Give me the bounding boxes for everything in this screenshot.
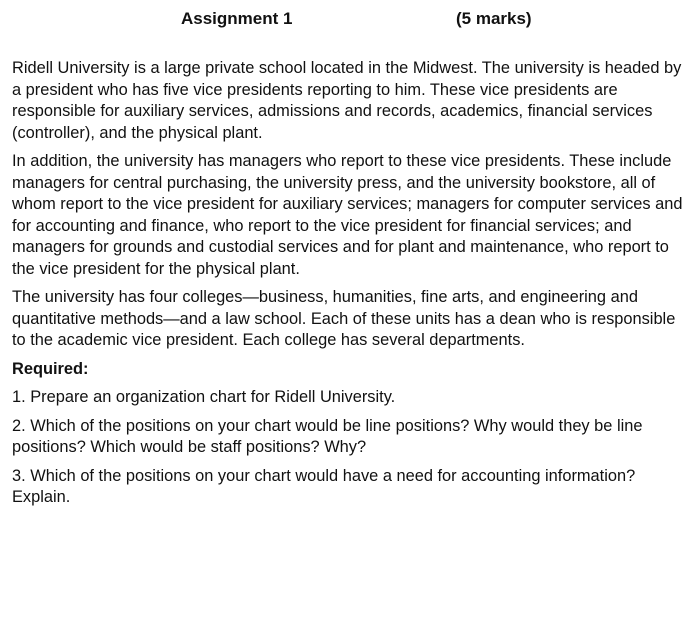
question-3: 3. Which of the positions on your chart would have a need for accounting information? Explain. (12, 466, 636, 506)
paragraph-managers: In addition, the university has managers who report to these vice presidents. These include managers for central purchasing, the university press, and the university bookstore, all of whom report to the vice president for auxiliary services; managers for computer services and for accounting and finance, who report to the vice president for financial services; and managers for grounds and custodial services and for plant and maintenance, who report to the vice president for the physical plant. (12, 152, 683, 278)
question-1: 1. Prepare an organization chart for Ridell University. (12, 388, 396, 406)
required-heading: Required: (12, 359, 89, 378)
assignment-title: Assignment 1 (181, 9, 293, 28)
paragraph-colleges: The university has four colleges—business, humanities, fine arts, and engineering and quantitative methods—and a law school. Each of these units has a dean who is responsible to the academic vice president. Each college has several departments. (12, 288, 676, 349)
assignment-header (0, 8, 700, 30)
question-2: 2. Which of the positions on your chart would be line positions? Why would they be line positions? Which would be staff positions? Why? (12, 416, 643, 456)
paragraph-intro: Ridell University is a large private school located in the Midwest. The university is headed by a president who has five vice presidents reporting to him. These vice presidents are responsible for auxiliary services, admissions and records, academics, financial services (controller), and the physical plant. (12, 59, 682, 142)
assignment-body (12, 58, 690, 516)
assignment-marks: (5 marks) (456, 9, 532, 28)
